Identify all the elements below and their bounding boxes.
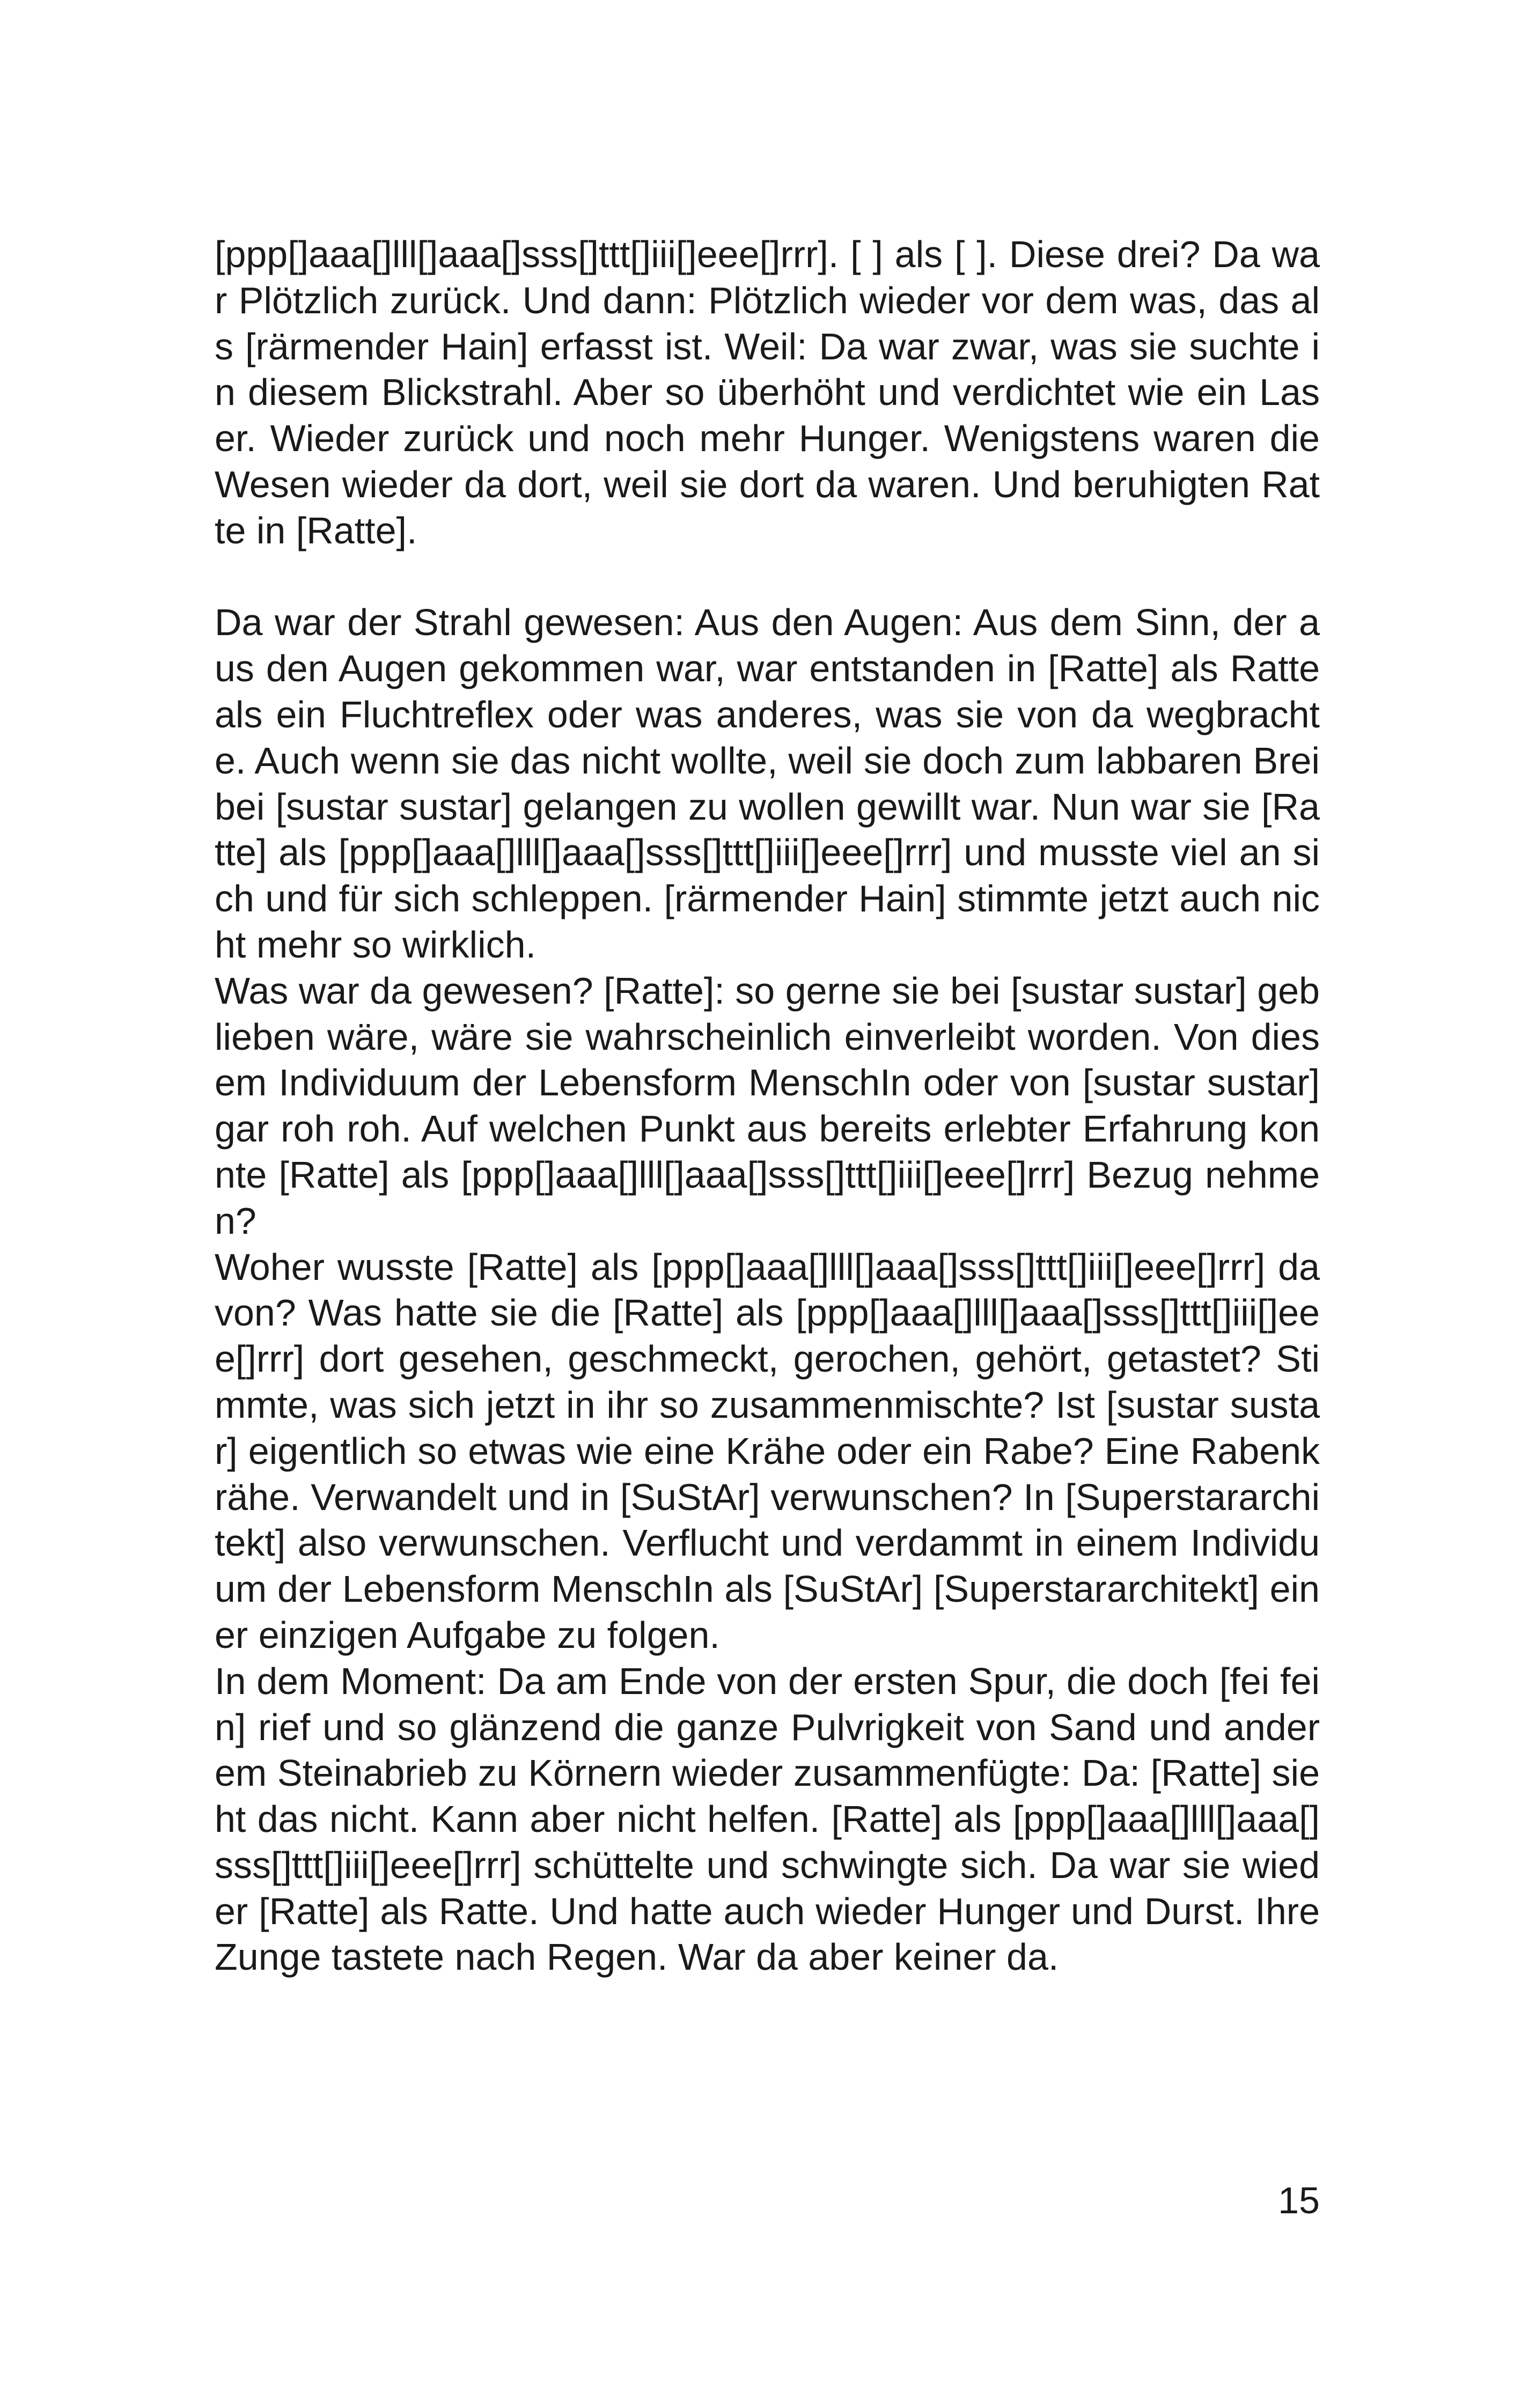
paragraph-5: In dem Moment: Da am Ende von der ersten Spur, die doch [fei fein] rief und so glänzend die ganze Pulvrigkeit von Sand und anderem Steinabrieb zu Körnern wieder zusammenfügte: Da: [Ratte] sieht das nicht. Kann aber nicht helfen. [Ratte] als [ppp[]aaa[]lll[]aaa[]sss[]ttt[]iii[]eee[]rrr] schüttelte und schwingte sich. Da war sie wieder [Ratte] als Ratte. Und hatte auch wieder Hunger und Durst. Ihre Zunge tastete nach Regen. War da aber keiner da. — [215, 1660, 1320, 1978]
body-text — [215, 232, 1320, 1980]
paragraph-3: Was war da gewesen? [Ratte]: so gerne sie bei [sustar sustar] geblieben wäre, wäre sie wahrscheinlich einverleibt worden. Von diesem Individuum der Lebensform MenschIn oder von [sustar sustar] gar roh roh. Auf welchen Punkt aus bereits erlebter Erfahrung konnte [Ratte] als [ppp[]aaa[]lll[]aaa[]sss[]ttt[]iii[]eee[]rrr] Bezug nehmen? — [215, 969, 1320, 1242]
paragraph-4: Woher wusste [Ratte] als [ppp[]aaa[]lll[]aaa[]sss[]ttt[]iii[]eee[]rrr] davon? Was hatte sie die [Ratte] als [ppp[]aaa[]lll[]aaa[]sss[]ttt[]iii[]eee[]rrr] dort gesehen, geschmeckt, gerochen, gehört, getastet? Stimmte, was sich jetzt in ihr so zusammenmischte? Ist [sustar sustar] eigentlich so etwas wie eine Krähe oder ein Rabe? Eine Rabenkrähe. Verwandelt und in [SuStAr] verwunschen? In [Superstararchitekt] also verwunschen. Verflucht und verdammt in einem Individuum der Lebensform MenschIn als [SuStAr] [Superstararchitekt] einer einzigen Aufgabe zu folgen. — [215, 1246, 1320, 1656]
page-number: 15 — [1278, 2179, 1320, 2221]
paragraph-1: [ppp[]aaa[]lll[]aaa[]sss[]ttt[]iii[]eee[]rrr]. [ ] als [ ]. Diese drei? Da war Plötzlich zurück. Und dann: Plötzlich wieder vor dem was, das als [rärmender Hain] erfasst ist. Weil: Da war zwar, was sie suchte in diesem Blickstrahl. Aber so überhöht und verdichtet wie ein Laser. Wieder zurück und noch mehr Hunger. Wenigstens waren die Wesen wieder da dort, weil sie dort da waren. Und beruhigten Ratte in [Ratte]. — [215, 233, 1320, 551]
paragraph-2: Da war der Strahl gewesen: Aus den Augen: Aus dem Sinn, der aus den Augen gekommen war, war entstanden in [Ratte] als Ratte als ein Fluchtreflex oder was anderes, was sie von da wegbrachte. Auch wenn sie das nicht wollte, weil sie doch zum labbaren Brei bei [sustar sustar] gelangen zu wollen gewillt war. Nun war sie [Ratte] als [ppp[]aaa[]lll[]aaa[]sss[]ttt[]iii[]eee[]rrr] und musste viel an sich und für sich schleppen. [rärmender Hain] stimmte jetzt auch nicht mehr so wirklich. — [215, 601, 1320, 966]
